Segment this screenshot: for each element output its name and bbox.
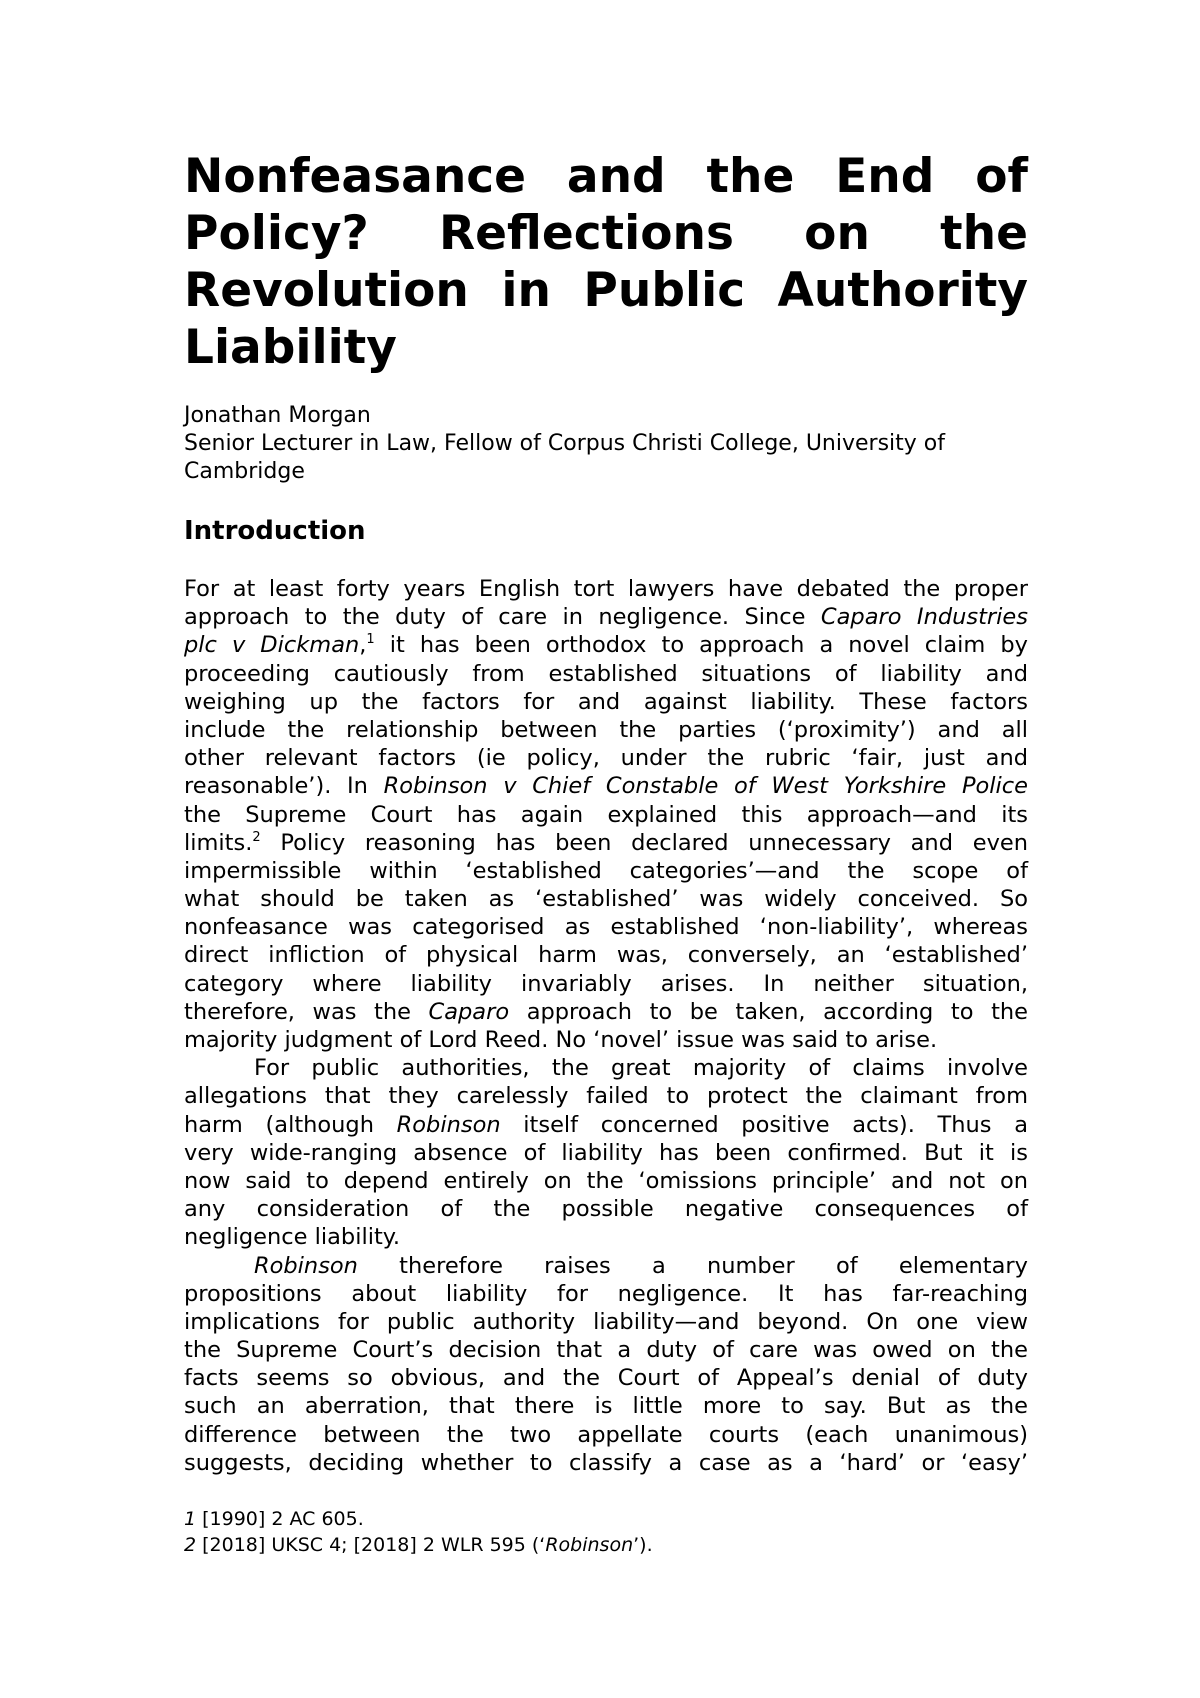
title-line: Policy? Reflections on the [184,206,1028,261]
body-text [184,575,1028,1477]
footnote: 2 [2018] UKSC 4; [2018] 2 WLR 595 (‘Robinson’). [184,1534,653,1556]
author-block [184,402,1028,486]
text-line: proceeding cautiously from established situations of liability and [184,660,1028,687]
text-line: category where liability invariably arises. In neither situation, [184,970,1028,997]
title-line: Revolution in Public Authority [184,263,1028,318]
text-line: any consideration of the possible negative consequences of [184,1196,1028,1223]
text-line: approach to the duty of care in negligence. Since Caparo Industries [184,604,1028,631]
case-name: Robinson [545,1534,634,1556]
footnote-ref[interactable]: 2 [252,829,261,845]
text-line: negligence liability. [184,1224,401,1251]
author-name: Jonathan Morgan [184,403,371,428]
text-line: allegations that they carelessly failed to protect the claimant from [184,1083,1028,1110]
text-line: very wide-ranging absence of liability has been confirmed. But it is [184,1139,1028,1166]
title-line: Nonfeasance and the End of [184,149,1028,204]
text-line: what should be taken as ‘established’ was widely conceived. So [184,886,1028,913]
text-line: majority judgment of Lord Reed. No ‘novel’ issue was said to arise. [184,1027,938,1053]
text-line: facts seems so obvious, and the Court of Appeal’s denial of duty [184,1365,1028,1392]
text-line: now said to depend entirely on the ‘omissions principle’ and not on [184,1167,1028,1194]
case-name: plc v Dickman [184,632,360,659]
case-name: Robinson [396,1111,501,1138]
text-line: For at least forty years English tort lawyers have debated the proper [184,576,1028,602]
text-line: the Supreme Court’s decision that a duty of care was owed on the [184,1337,1028,1364]
text-line: difference between the two appellate courts (each unanimous) [184,1421,1028,1448]
footnotes [184,1506,1028,1558]
text-line: other relevant factors (ie policy, under the rubric ‘fair, just and [184,745,1028,772]
footnote-ref[interactable]: 1 [366,632,375,648]
text-line: reasonable’). In Robinson v Chief Constable of West Yorkshire Police [184,773,1028,800]
text-line: such an aberration, that there is little more to say. But as the [184,1393,1028,1420]
author-affiliation: Cambridge [184,459,305,484]
footnote-number: 2 [184,1534,197,1556]
text-line: therefore, was the Caparo approach to be taken, according to the [184,998,1028,1025]
case-name: Robinson [254,1252,358,1279]
text-line: Robinson therefore raises a number of elementary [254,1252,1028,1279]
text-line: nonfeasance was categorised as established ‘non-liability’, whereas [184,914,1028,941]
text-line: propositions about liability for negligence. It has far-reaching [184,1280,1028,1307]
case-name: Caparo Industries [820,604,1028,631]
text-line: implications for public authority liability—and beyond. On one view [184,1308,1028,1335]
text-line: direct infliction of physical harm was, conversely, an ‘established’ [184,942,1028,969]
text-line: harm (although Robinson itself concerned positive acts). Thus a [184,1111,1028,1138]
section-heading: Introduction [184,516,366,546]
text-line: include the relationship between the parties (‘proximity’) and all [184,716,1028,743]
text-line: impermissible within ‘established categories’—and the scope of [184,857,1028,884]
title-line: Liability [184,320,397,375]
author-affiliation: Senior Lecturer in Law, Fellow of Corpus Christi College, University of [184,431,946,456]
text-line: the Supreme Court has again explained this approach—and its [184,801,1028,828]
document-title [184,148,1028,376]
text-line: limits.$^2$ Policy reasoning has been declared unnecessary and even [184,829,1028,856]
text-line: weighing up the factors for and against liability. These factors [184,688,1028,715]
text-line: For public authorities, the great majority of claims involve [254,1055,1028,1082]
text-line: suggests, deciding whether to classify a case as a ‘hard’ or ‘easy’ [184,1449,1028,1476]
case-name: Robinson v Chief Constable of West Yorkshire Police [383,773,1028,800]
case-name: Caparo [428,998,510,1025]
footnote: 1 [1990] 2 AC 605. [184,1508,364,1530]
footnote-number: 1 [184,1508,197,1530]
text-line: plc v Dickman,$^1$ it has been orthodox to approach a novel claim by [184,632,1028,659]
